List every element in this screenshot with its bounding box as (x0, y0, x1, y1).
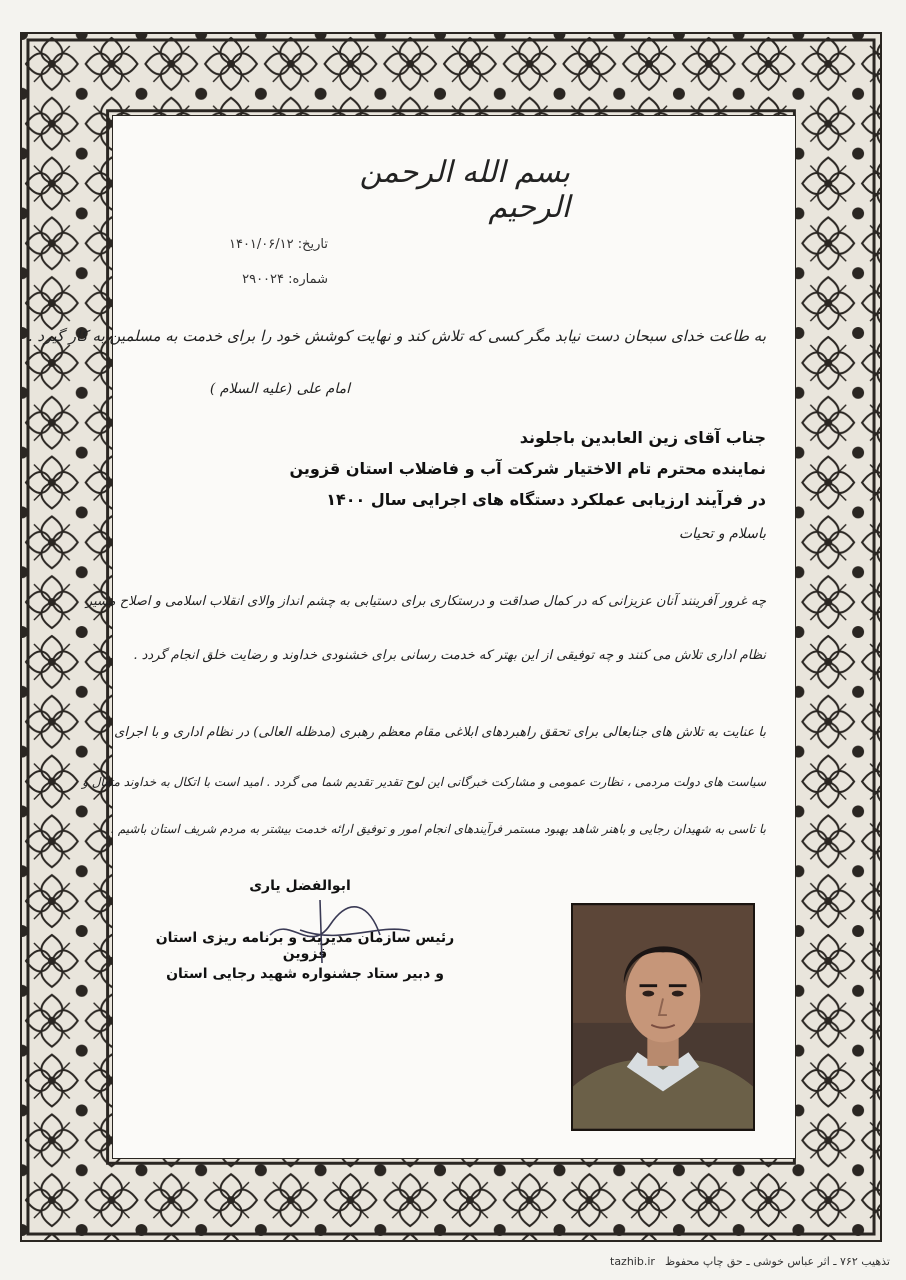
handwritten-signature (260, 895, 420, 965)
paragraph-1-line-1: چه غرور آفرینند آنان عزیزانی که در کمال صداقت و درستکاری برای دستیابی به چشم انداز والای انقلاب اسلامی و اصلاح مسیر (85, 594, 766, 609)
quote-attribution: امام علی (علیه السلام ) (209, 381, 350, 397)
footer-credit: تذهیب ۷۶۲ ـ اثر عباس خوشی ـ حق چاپ محفوظ (664, 1255, 890, 1268)
paragraph-2-line-1: با عنایت به تلاش های جنابعالی برای تحقق راهبردهای ابلاغی مقام معظم رهبری (مدظله العالی) در نظام اداری و با اجرای (114, 725, 766, 740)
signatory-title-2: و دبیر ستاد جشنواره شهید رجایی استان (166, 966, 444, 982)
recipient-photo (571, 903, 755, 1131)
paragraph-2-line-2: سیاست های دولت مردمی ، نظارت عمومی و مشارکت خبرگانی این لوح تقدیر تقدیم شما می گردد . امید است با اتکال به خداوند متعال و (82, 775, 766, 789)
signatory-title-1: رئیس سازمان مدیریت و برنامه ریزی استان قزوین (155, 930, 455, 962)
number-value: ۲۹۰۰۲۴ (242, 272, 285, 287)
number-line (198, 272, 328, 287)
number-label: شماره: (288, 272, 328, 287)
addressee-line-2: نماینده محترم تام الاختیار شرکت آب و فاضلاب استان قزوین (289, 459, 766, 478)
signatory-name: ابوالفضل یاری (249, 878, 351, 894)
footer-site: tazhib.ir (610, 1255, 655, 1268)
basmala-heading: بسم الله الرحمن الرحيم (359, 155, 570, 225)
date-value: ۱۴۰۱/۰۶/۱۲ (228, 237, 294, 252)
date-line (198, 237, 328, 252)
portrait-image (573, 905, 753, 1129)
paragraph-1-line-2: نظام اداری تلاش می کنند و چه توفیقی از این بهتر که خدمت رسانی برای خشنودی خداوند و رضایت خلق انجام گردد . (133, 648, 766, 663)
paragraph-2-line-3: با تاسی به شهیدان رجایی و باهنر شاهد بهبود مستمر فرآیندهای انجام امور و توفیق ارائه خدمت بیشتر به مردم شریف استان باشیم . (110, 822, 766, 836)
imam-ali-quote: به طاعت خدای سبحان دست نیابد مگر کسی که تلاش کند و نهایت کوشش خود را برای خدمت به مسلمین به کار گیرد . (27, 327, 766, 345)
addressee-line-3: در فرآیند ارزیابی عملکرد دستگاه های اجرایی سال ۱۴۰۰ (326, 490, 766, 509)
date-label: تاریخ: (297, 237, 328, 252)
greeting: باسلام و تحیات (678, 526, 766, 542)
addressee-line-1: جناب آقای زین العابدین باجلوند (519, 428, 766, 447)
